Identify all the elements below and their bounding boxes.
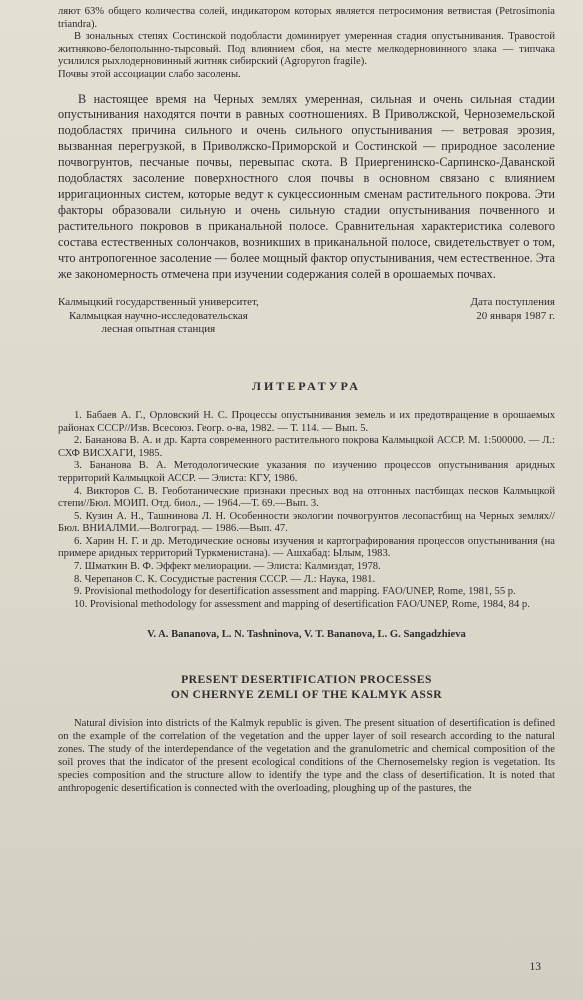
english-title-line-2: ON CHERNYE ZEMLI OF THE KALMYK ASSR xyxy=(170,688,443,702)
reference-list xyxy=(58,410,555,612)
main-paragraph: В настоящее время на Черных землях умеренная, сильная и очень сильная стадии опустынивания находятся почти в равных соотношениях. В Приволжской, Черноземельской подобластях причина сильного и очень сильного опустынивания — ветровая эрозия, вызванная перегрузкой, в Приволжско-Приморской и Состинской — природное засоление почвогрунтов, песчаные почвы, перевыпас скота. В Приергенинско-Сарпинско-Даванской подобластях засоление поверхностного слоя почвы в основном связано с влиянием ирригационных систем, которые ведут к сукцессионным сменам растительного покрова. Эти факторы образовали сильную и очень сильную стадии опустынивания почвенного и растительного покровов в приканальной полосе. Сравнительная характеристика солевого состава естественных солончаков, возникших в приканальной полосе, свидетельствует о том, что антропогенное засоление — более мощный фактор опустынивания, чем естественное. Эта же закономерность отмечена при изучении содержания солей в орошаемых почвах. xyxy=(58,91,555,281)
reference-item: 5. Кузин А. Н., Ташнинова Л. Н. Особенности экологии почвогрунтов лесопастбищ на Черных землях//Бюл. ВНИАЛМИ.—Волгоград. — 1986.—Вып. 47. xyxy=(58,510,555,535)
institution-line-1: Калмыцкий государственный университет, xyxy=(58,296,259,309)
date-value: 20 января 1987 г. xyxy=(476,309,555,322)
english-authors: V. A. Bananova, L. N. Tashninova, V. T. Bananova, L. G. Sangadzhieva xyxy=(147,629,466,641)
top-block xyxy=(58,6,555,82)
reference-item: 6. Харин Н. Г. и др. Методические основы изучения и картографирования процессов опустынивания (на примере аридных территорий Туркменистана). — Ашхабад: Ылым, 1983. xyxy=(58,535,555,560)
english-title-line-1: PRESENT DESERTIFICATION PROCESSES xyxy=(181,673,432,687)
reference-item: 8. Черепанов С. К. Сосудистые растения СССР. — Л.: Наука, 1981. xyxy=(74,573,376,585)
reference-item: 2. Бананова В. А. и др. Карта современного растительного покрова Калмыцкой АССР. М. 1:500000. — Л.: СХФ ВИСХАГИ, 1985. xyxy=(58,435,555,459)
page-number: 13 xyxy=(529,961,541,973)
institution-line-2: Калмыцкая научно-исследовательская xyxy=(68,309,248,322)
english-abstract: Natural division into districts of the Kalmyk republic is given. The present situation of desertification is defined on the example of the correlation of the vegetation and the upper layer of soil research according to the natural zones. The study of the interdependance of the vegetation and the granulometric and chemical composition of the soil proves that the indicator of the present ecological conditions of the Chernosemelsky region is vegetation. Its species composition and the structure allow to identify the type and the class of desertification. It is noted that anthropogenic desertification is connected with the overloading, ploughing up of the pastures, the xyxy=(58,718,555,794)
institution xyxy=(58,296,259,337)
top-paragraph-3: Почвы этой ассоциации слабо засолены. xyxy=(58,68,241,80)
date-label: Дата поступления xyxy=(470,296,555,309)
top-paragraph-2: В зональных степях Состинской подобласти доминирует умеренная стадия опустынивания. Травостой житняково-белополынно-тырсовый. Под влиянием сбоя, на месте мелкодерновинного злака — типчака усилился рыхлодерновинный житняк сибирский (Agropyron fragile). xyxy=(58,31,555,68)
top-paragraph-1: ляют 63% общего количества солей, индикатором которых является петросимония ветвистая (Petrosimonia triandra). xyxy=(58,6,555,30)
literature-heading: ЛИТЕРАТУРА xyxy=(252,378,361,393)
reference-item: 10. Provisional methodology for assessment and mapping of desertification FAO/UNEP, Rome, 1984, 84 p. xyxy=(74,598,530,610)
affiliation-block xyxy=(58,296,555,337)
reference-item: 9. Provisional methodology for desertification assessment and mapping. FAO/UNEP, Rome, 1981, 55 p. xyxy=(74,586,516,598)
reference-item: 7. Шматкин В. Ф. Эффект мелиорации. — Элиста: Калмиздат, 1978. xyxy=(74,561,381,573)
reference-item: 4. Викторов С. В. Геоботанические признаки пресных вод на отгонных пастбищах песков Калмыцкой степи//Бюл. МОИП. Отд. биол., — 1964.—Т. 69.—Вып. 3. xyxy=(58,485,555,510)
reference-item: 1. Бабаев А. Г., Орловский Н. С. Процессы опустынивания земель и их предотвращение в орошаемых районах СССР//Изв. Всесоюз. Геогр. о-ва, 1982. — Т. 114. — Вып. 5. xyxy=(58,409,555,434)
english-title xyxy=(58,672,555,702)
institution-line-3: лесная опытная станция xyxy=(101,323,216,336)
main-text xyxy=(58,92,555,283)
received-date xyxy=(471,296,555,337)
reference-item: 3. Бананова В. А. Методологические указания по изучению процессов опустынивания аридных территорий Калмыцкой АССР. — Элиста: КГУ, 1986. xyxy=(58,460,555,484)
